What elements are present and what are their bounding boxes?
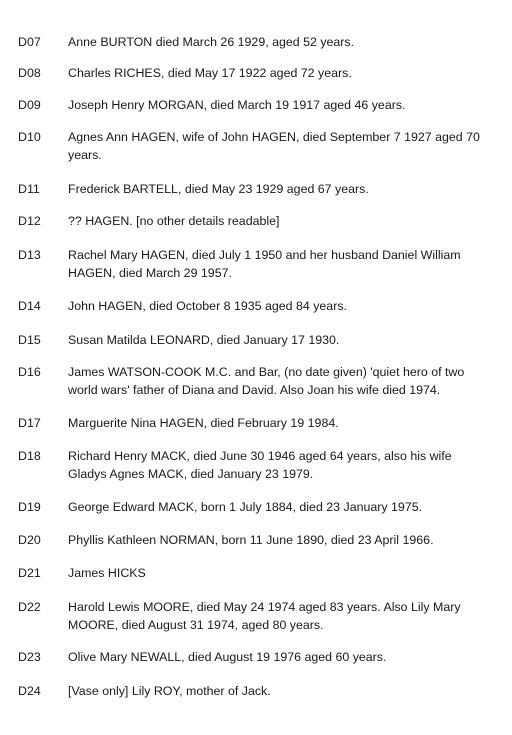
entry-text: [Vase only] Lily ROY, mother of Jack. (68, 684, 271, 698)
entry-d15 (18, 331, 490, 349)
entry-code: D20 (18, 533, 41, 547)
entry-text: Olive Mary NEWALL, died August 19 1976 aged 60 years. (68, 650, 387, 664)
entry-d24 (18, 682, 490, 700)
entry-code: D23 (18, 650, 41, 664)
entry-d10 (18, 128, 490, 164)
entry-text: George Edward MACK, born 1 July 1884, died 23 January 1975. (68, 500, 423, 514)
entry-d18 (18, 447, 490, 483)
entry-code: D24 (18, 684, 41, 698)
entry-code: D12 (18, 214, 41, 228)
entry-code: D11 (18, 182, 40, 196)
entry-code: D16 (18, 365, 41, 379)
entry-code: D17 (18, 416, 41, 430)
entry-text: James WATSON-COOK M.C. and Bar, (no date given) 'quiet hero of two world wars' father of Diana and David. Also Joan his wife died 1974. (68, 365, 465, 397)
entry-code: D15 (18, 333, 41, 347)
entry-code: D08 (18, 66, 41, 80)
entry-text: Agnes Ann HAGEN, wife of John HAGEN, died September 7 1927 aged 70 years. (68, 130, 480, 162)
entry-text: Joseph Henry MORGAN, died March 19 1917 aged 46 years. (68, 98, 406, 112)
entry-text: Harold Lewis MOORE, died May 24 1974 aged 83 years. Also Lily Mary MOORE, died August 31 1974, aged 80 years. (68, 600, 461, 632)
entry-d20 (18, 531, 490, 549)
entry-text: Phyllis Kathleen NORMAN, born 11 June 1890, died 23 April 1966. (68, 533, 434, 547)
entry-code: D07 (18, 35, 41, 49)
entry-code: D22 (18, 600, 41, 614)
entry-d12 (18, 212, 490, 230)
entry-code: D18 (18, 449, 41, 463)
entry-code: D13 (18, 248, 41, 262)
entry-d16 (18, 363, 490, 399)
entry-text: Marguerite Nina HAGEN, died February 19 1984. (68, 416, 339, 430)
entry-text: ?? HAGEN. [no other details readable] (68, 214, 280, 228)
entry-d17 (18, 414, 490, 432)
entry-code: D21 (18, 566, 41, 580)
entry-text: John HAGEN, died October 8 1935 aged 84 years. (68, 299, 347, 313)
entry-text: Susan Matilda LEONARD, died January 17 1930. (68, 333, 340, 347)
entry-text: Rachel Mary HAGEN, died July 1 1950 and her husband Daniel William HAGEN, died March 29 1957. (68, 248, 461, 280)
entry-code: D19 (18, 500, 41, 514)
entry-text: James HICKS (68, 566, 146, 580)
entry-d21 (18, 564, 490, 582)
entry-d11 (18, 180, 490, 198)
entry-text: Anne BURTON died March 26 1929, aged 52 years. (68, 35, 355, 49)
entry-d23 (18, 648, 490, 666)
entry-text: Charles RICHES, died May 17 1922 aged 72 years. (68, 66, 352, 80)
entry-d13 (18, 246, 490, 282)
entry-code: D14 (18, 299, 41, 313)
entry-d09 (18, 96, 490, 114)
entry-d19 (18, 498, 490, 516)
entry-d22 (18, 598, 490, 634)
entry-text: Frederick BARTELL, died May 23 1929 aged 67 years. (68, 182, 369, 196)
entry-d14 (18, 297, 490, 315)
entry-d07 (18, 33, 490, 51)
entry-code: D10 (18, 130, 41, 144)
entry-d08 (18, 64, 490, 82)
entry-code: D09 (18, 98, 41, 112)
entry-text: Richard Henry MACK, died June 30 1946 aged 64 years, also his wife Gladys Agnes MACK, died January 23 1979. (68, 449, 452, 481)
